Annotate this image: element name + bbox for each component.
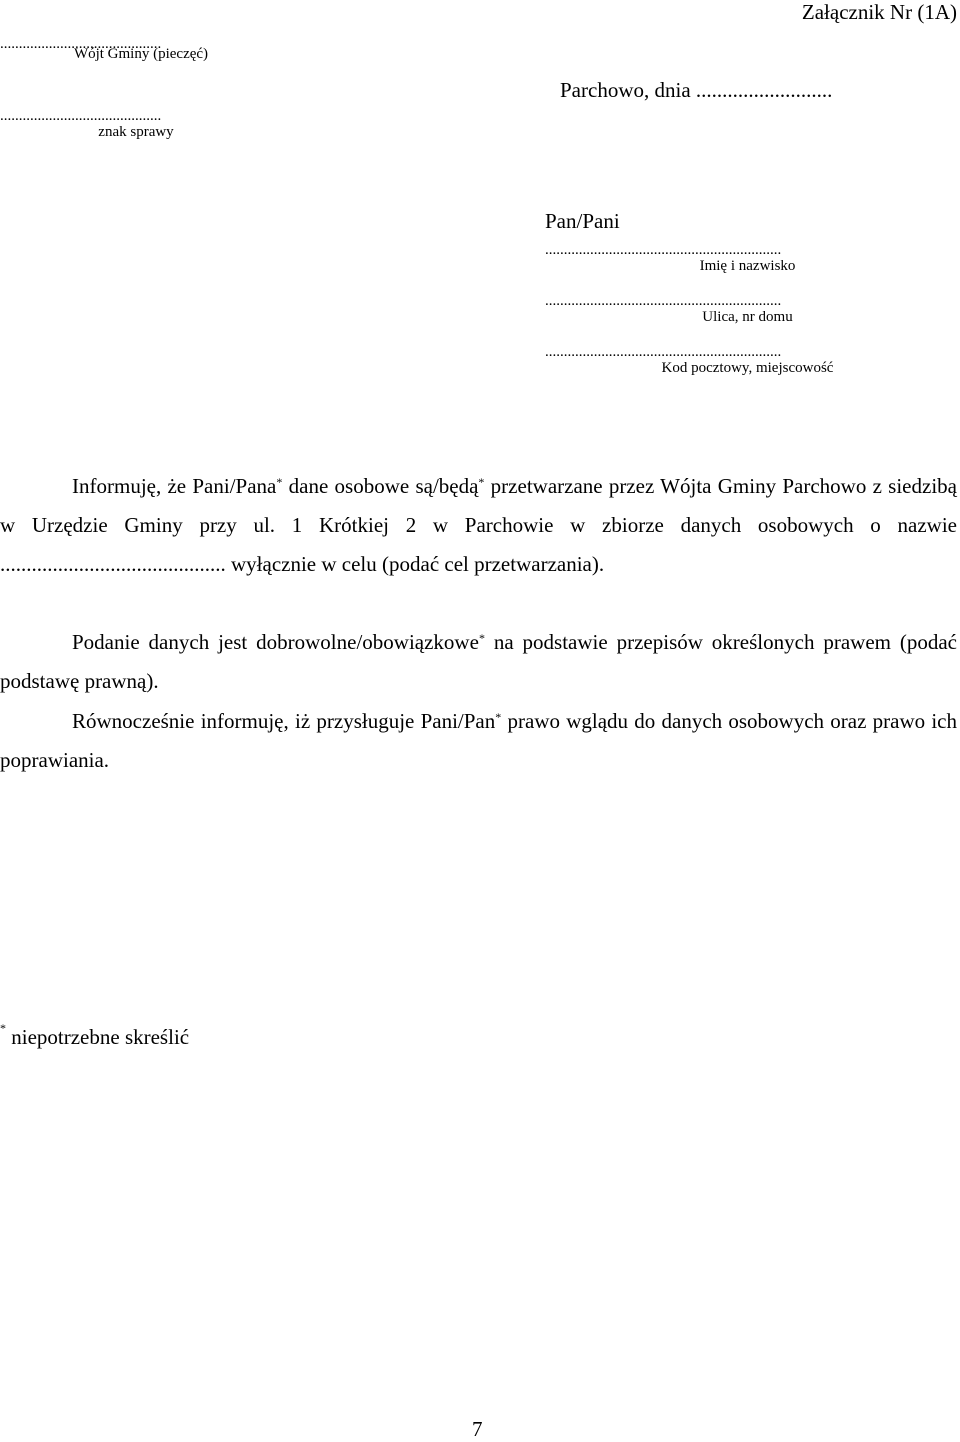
name-dots: ............................................................... [545, 242, 782, 258]
footnote-text: niepotrzebne skreślić [6, 1025, 190, 1049]
p2-text-2: na podstawie przepisów określonych prawem (podać podstawę prawną). [0, 630, 957, 693]
p3-asterisk: * [495, 710, 502, 724]
paragraph-processing-info [0, 467, 957, 584]
footnote [0, 1021, 190, 1050]
p2-text-1: Podanie danych jest dobrowolne/obowiązkowe [72, 630, 479, 654]
case-dots: ........................................... [0, 108, 162, 124]
postal-caption: Kod pocztowy, miejscowość [661, 360, 834, 376]
p1-asterisk-1: * [276, 475, 283, 489]
name-caption: Imię i nazwisko [699, 258, 796, 274]
page-number: 7 [472, 1417, 483, 1441]
recipient-salutation: Pan/Pani [545, 209, 620, 233]
paragraph-rights [0, 702, 957, 780]
p3-text-1: Równocześnie informuję, iż przysługuje Pani/Pan [72, 709, 496, 733]
p1-text-2: dane osobowe są/będą [282, 474, 479, 498]
p1-text-3: przetwarzane przez Wójta Gminy Parchowo z siedzibą w Urzędzie Gminy przy ul. 1 Krótkiej 2 w Parchowie w zbiorze danych osobowych o nazwie ........................................... wyłącznie w celu (podać cel przetwarzania). [0, 474, 957, 576]
p3-text-2: prawo wglądu do danych osobowych oraz prawo ich poprawiania. [0, 709, 958, 772]
place-date: Parchowo, dnia .......................... [560, 78, 833, 102]
attachment-label: Załącznik Nr (1A) [801, 0, 957, 24]
postal-dots: ............................................................... [545, 344, 782, 360]
seal-caption: Wójt Gminy (pieczęć) [73, 46, 209, 62]
footnote-asterisk: * [0, 1021, 6, 1035]
paragraph-obligation [0, 623, 957, 701]
p1-text-1: Informuję, że Pani/Pana [72, 474, 277, 498]
p1-asterisk-2: * [478, 475, 485, 489]
street-caption: Ulica, nr domu [702, 309, 793, 325]
p2-asterisk: * [478, 631, 485, 645]
seal-dots: ........................................... [0, 36, 162, 52]
case-caption: znak sprawy [98, 124, 174, 140]
street-dots: ............................................................... [545, 293, 782, 309]
